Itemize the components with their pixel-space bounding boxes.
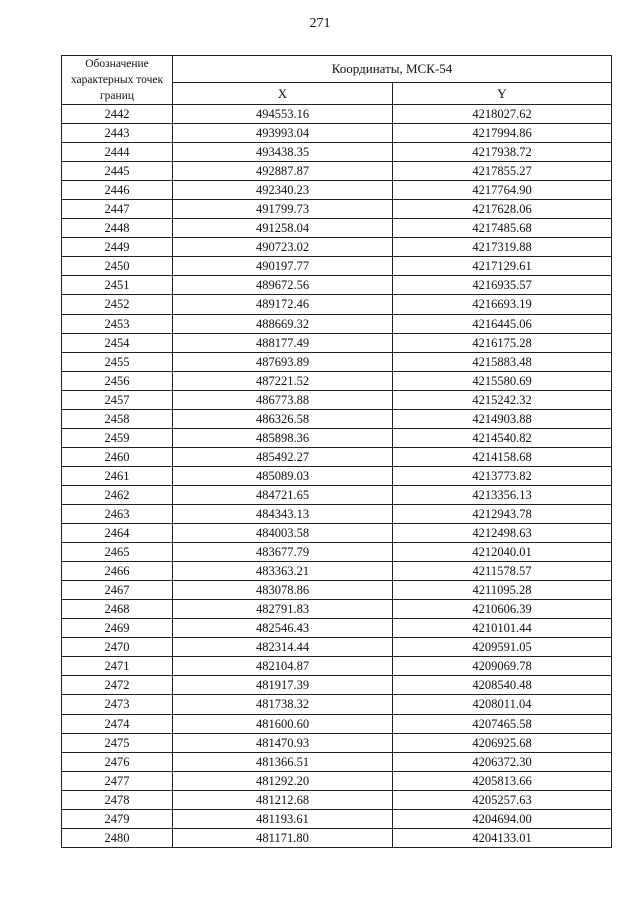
- x-coordinate-cell: 484343.13: [173, 504, 393, 523]
- x-coordinate-cell: 481917.39: [173, 676, 393, 695]
- point-id-cell: 2479: [62, 809, 173, 828]
- y-coordinate-cell: 4217485.68: [393, 219, 612, 238]
- y-coordinate-cell: 4212943.78: [393, 504, 612, 523]
- x-coordinate-cell: 483363.21: [173, 562, 393, 581]
- x-column-header: X: [173, 83, 393, 105]
- x-coordinate-cell: 481738.32: [173, 695, 393, 714]
- x-coordinate-cell: 482314.44: [173, 638, 393, 657]
- table-header: [62, 56, 612, 105]
- table-row: [62, 371, 612, 390]
- table-row: [62, 695, 612, 714]
- y-coordinate-cell: 4215883.48: [393, 352, 612, 371]
- point-id-cell: 2459: [62, 428, 173, 447]
- x-coordinate-cell: 490197.77: [173, 257, 393, 276]
- x-coordinate-cell: 483078.86: [173, 581, 393, 600]
- y-coordinate-cell: 4215580.69: [393, 371, 612, 390]
- table-row: [62, 219, 612, 238]
- x-coordinate-cell: 492340.23: [173, 181, 393, 200]
- x-coordinate-cell: 489172.46: [173, 295, 393, 314]
- y-coordinate-cell: 4217994.86: [393, 124, 612, 143]
- x-coordinate-cell: 493438.35: [173, 143, 393, 162]
- x-coordinate-cell: 482546.43: [173, 619, 393, 638]
- table-row: [62, 790, 612, 809]
- point-id-cell: 2448: [62, 219, 173, 238]
- table-row: [62, 143, 612, 162]
- y-coordinate-cell: 4218027.62: [393, 105, 612, 124]
- y-coordinate-cell: 4204133.01: [393, 828, 612, 847]
- y-coordinate-cell: 4212040.01: [393, 543, 612, 562]
- x-coordinate-cell: 481212.68: [173, 790, 393, 809]
- table-row: [62, 390, 612, 409]
- point-id-cell: 2456: [62, 371, 173, 390]
- x-coordinate-cell: 484003.58: [173, 524, 393, 543]
- table-row: [62, 562, 612, 581]
- y-coordinate-cell: 4206372.30: [393, 752, 612, 771]
- coordinates-system-header: Координаты, МСК-54: [173, 56, 612, 83]
- x-coordinate-cell: 485089.03: [173, 466, 393, 485]
- y-coordinate-cell: 4208011.04: [393, 695, 612, 714]
- y-coordinate-cell: 4215242.32: [393, 390, 612, 409]
- y-coordinate-cell: 4210101.44: [393, 619, 612, 638]
- point-id-cell: 2478: [62, 790, 173, 809]
- x-coordinate-cell: 487693.89: [173, 352, 393, 371]
- point-id-cell: 2461: [62, 466, 173, 485]
- table-row: [62, 752, 612, 771]
- y-coordinate-cell: 4213773.82: [393, 466, 612, 485]
- table-row: [62, 162, 612, 181]
- x-coordinate-cell: 485898.36: [173, 428, 393, 447]
- x-coordinate-cell: 481366.51: [173, 752, 393, 771]
- table-row: [62, 352, 612, 371]
- table-row: [62, 428, 612, 447]
- y-coordinate-cell: 4214158.68: [393, 447, 612, 466]
- y-coordinate-cell: 4216693.19: [393, 295, 612, 314]
- table-row: [62, 485, 612, 504]
- x-coordinate-cell: 491258.04: [173, 219, 393, 238]
- y-coordinate-cell: 4217628.06: [393, 200, 612, 219]
- point-id-cell: 2443: [62, 124, 173, 143]
- y-coordinate-cell: 4216445.06: [393, 314, 612, 333]
- point-id-cell: 2453: [62, 314, 173, 333]
- table-row: [62, 295, 612, 314]
- point-id-cell: 2480: [62, 828, 173, 847]
- table-row: [62, 828, 612, 847]
- y-coordinate-cell: 4206925.68: [393, 733, 612, 752]
- table-row: [62, 714, 612, 733]
- point-id-cell: 2447: [62, 200, 173, 219]
- x-coordinate-cell: 493993.04: [173, 124, 393, 143]
- x-coordinate-cell: 482791.83: [173, 600, 393, 619]
- x-coordinate-cell: 481193.61: [173, 809, 393, 828]
- point-id-cell: 2471: [62, 657, 173, 676]
- x-coordinate-cell: 489672.56: [173, 276, 393, 295]
- table-row: [62, 124, 612, 143]
- table-row: [62, 524, 612, 543]
- table-row: [62, 543, 612, 562]
- table-row: [62, 181, 612, 200]
- x-coordinate-cell: 484721.65: [173, 485, 393, 504]
- table-row: [62, 504, 612, 523]
- table-row: [62, 676, 612, 695]
- x-coordinate-cell: 486773.88: [173, 390, 393, 409]
- page-number: 271: [309, 16, 331, 31]
- y-coordinate-cell: 4211095.28: [393, 581, 612, 600]
- table-row: [62, 200, 612, 219]
- point-id-cell: 2442: [62, 105, 173, 124]
- x-coordinate-cell: 491799.73: [173, 200, 393, 219]
- table-row: [62, 466, 612, 485]
- point-id-cell: 2472: [62, 676, 173, 695]
- x-coordinate-cell: 481470.93: [173, 733, 393, 752]
- point-id-cell: 2466: [62, 562, 173, 581]
- y-coordinate-cell: 4217764.90: [393, 181, 612, 200]
- y-coordinate-cell: 4210606.39: [393, 600, 612, 619]
- point-id-cell: 2460: [62, 447, 173, 466]
- point-id-cell: 2474: [62, 714, 173, 733]
- y-coordinate-cell: 4208540.48: [393, 676, 612, 695]
- table-row: [62, 276, 612, 295]
- x-coordinate-cell: 486326.58: [173, 409, 393, 428]
- y-coordinate-cell: 4213356.13: [393, 485, 612, 504]
- table-row: [62, 657, 612, 676]
- y-coordinate-cell: 4212498.63: [393, 524, 612, 543]
- y-coordinate-cell: 4217938.72: [393, 143, 612, 162]
- x-coordinate-cell: 494553.16: [173, 105, 393, 124]
- table-row: [62, 314, 612, 333]
- table-row: [62, 238, 612, 257]
- point-id-cell: 2464: [62, 524, 173, 543]
- y-coordinate-cell: 4217855.27: [393, 162, 612, 181]
- x-coordinate-cell: 481292.20: [173, 771, 393, 790]
- point-id-cell: 2455: [62, 352, 173, 371]
- point-id-cell: 2470: [62, 638, 173, 657]
- x-coordinate-cell: 481171.80: [173, 828, 393, 847]
- table-row: [62, 638, 612, 657]
- x-coordinate-cell: 488177.49: [173, 333, 393, 352]
- y-coordinate-cell: 4214540.82: [393, 428, 612, 447]
- point-id-cell: 2446: [62, 181, 173, 200]
- table-row: [62, 105, 612, 124]
- point-id-cell: 2454: [62, 333, 173, 352]
- point-id-cell: 2457: [62, 390, 173, 409]
- table-row: [62, 581, 612, 600]
- point-id-cell: 2467: [62, 581, 173, 600]
- y-coordinate-cell: 4209069.78: [393, 657, 612, 676]
- point-id-cell: 2444: [62, 143, 173, 162]
- x-coordinate-cell: 481600.60: [173, 714, 393, 733]
- point-id-cell: 2449: [62, 238, 173, 257]
- point-id-cell: 2450: [62, 257, 173, 276]
- point-id-cell: 2452: [62, 295, 173, 314]
- table-row: [62, 600, 612, 619]
- y-coordinate-cell: 4205813.66: [393, 771, 612, 790]
- y-coordinate-cell: 4216175.28: [393, 333, 612, 352]
- table-row: [62, 257, 612, 276]
- table-row: [62, 733, 612, 752]
- point-id-cell: 2465: [62, 543, 173, 562]
- point-id-cell: 2462: [62, 485, 173, 504]
- y-coordinate-cell: 4216935.57: [393, 276, 612, 295]
- y-coordinate-cell: 4209591.05: [393, 638, 612, 657]
- point-designation-header: Обозначение характерных точек границ: [62, 56, 173, 105]
- x-coordinate-cell: 482104.87: [173, 657, 393, 676]
- point-id-cell: 2451: [62, 276, 173, 295]
- table-row: [62, 409, 612, 428]
- x-coordinate-cell: 488669.32: [173, 314, 393, 333]
- point-id-cell: 2468: [62, 600, 173, 619]
- y-column-header: Y: [393, 83, 612, 105]
- point-id-cell: 2445: [62, 162, 173, 181]
- x-coordinate-cell: 487221.52: [173, 371, 393, 390]
- table-row: [62, 447, 612, 466]
- point-id-cell: 2473: [62, 695, 173, 714]
- y-coordinate-cell: 4214903.88: [393, 409, 612, 428]
- y-coordinate-cell: 4207465.58: [393, 714, 612, 733]
- x-coordinate-cell: 485492.27: [173, 447, 393, 466]
- y-coordinate-cell: 4205257.63: [393, 790, 612, 809]
- y-coordinate-cell: 4204694.00: [393, 809, 612, 828]
- point-id-cell: 2458: [62, 409, 173, 428]
- point-id-cell: 2469: [62, 619, 173, 638]
- x-coordinate-cell: 492887.87: [173, 162, 393, 181]
- y-coordinate-cell: 4217129.61: [393, 257, 612, 276]
- point-id-cell: 2463: [62, 504, 173, 523]
- y-coordinate-cell: 4211578.57: [393, 562, 612, 581]
- table-body: [62, 105, 612, 848]
- point-id-cell: 2476: [62, 752, 173, 771]
- coordinates-table: [61, 55, 612, 848]
- table-row: [62, 333, 612, 352]
- point-id-cell: 2475: [62, 733, 173, 752]
- point-id-cell: 2477: [62, 771, 173, 790]
- x-coordinate-cell: 483677.79: [173, 543, 393, 562]
- y-coordinate-cell: 4217319.88: [393, 238, 612, 257]
- x-coordinate-cell: 490723.02: [173, 238, 393, 257]
- table-row: [62, 809, 612, 828]
- table-row: [62, 619, 612, 638]
- table-row: [62, 771, 612, 790]
